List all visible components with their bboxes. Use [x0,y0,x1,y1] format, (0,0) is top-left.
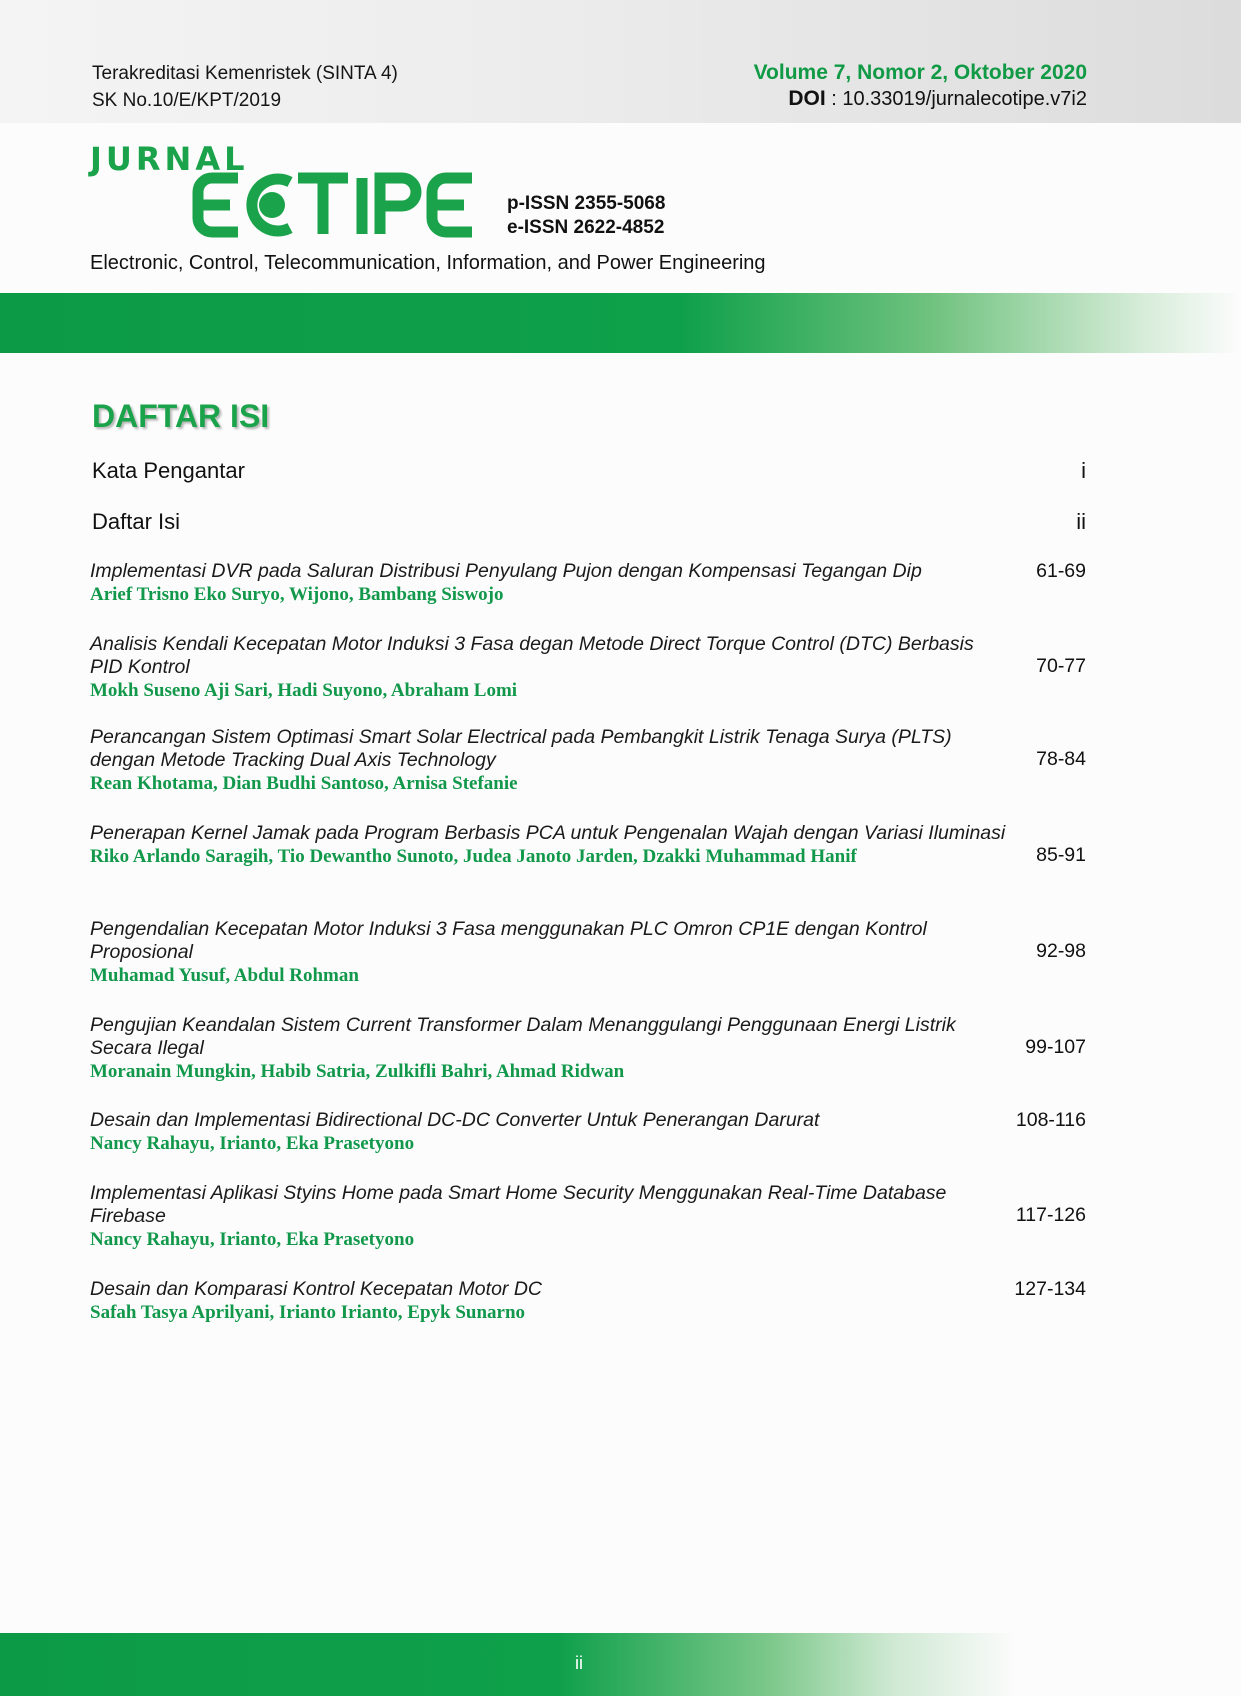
article-authors: Riko Arlando Saragih, Tio Dewantho Sunoto, Judea Janoto Jarden, Dzakki Muhammad Hanif [90,846,857,867]
toc-article[interactable] [90,560,1086,607]
article-authors: Arief Trisno Eko Suryo, Wijono, Bambang Siswojo [90,584,504,605]
article-title: Pengujian Keandalan Sistem Current Transformer Dalam Menanggulangi Penggunaan Energi Listrik Secara Ilegal [90,1014,956,1059]
article-authors: Nancy Rahayu, Irianto, Eka Prasetyono [90,1133,415,1154]
e-issn: e-ISSN 2622-4852 [507,217,665,238]
article-title: Perancangan Sistem Optimasi Smart Solar Electrical pada Pembangkit Listrik Tenaga Surya (PLTS) dengan Metode Tracking Dual Axis Technology [90,726,952,771]
p-issn: p-ISSN 2355-5068 [507,193,666,214]
toc-article[interactable] [90,633,1086,703]
article-title: Desain dan Implementasi Bidirectional DC-DC Converter Untuk Penerangan Darurat [90,1109,820,1131]
article-pages: 92-98 [1036,940,1086,962]
doi-value[interactable]: : 10.33019/jurnalecotipe.v7i2 [825,88,1087,110]
article-title: Analisis Kendali Kecepatan Motor Induksi 3 Fasa degan Metode Direct Torque Control (DTC) Berbasis PID Kontrol [90,633,974,678]
doi-label: DOI [788,87,826,110]
toc-row-page: ii [1076,509,1086,534]
toc-article[interactable] [90,1014,1086,1084]
toc-article[interactable] [90,918,1086,988]
article-authors: Mokh Suseno Aji Sari, Hadi Suyono, Abraham Lomi [90,680,518,701]
article-title: Desain dan Komparasi Kontrol Kecepatan Motor DC [90,1278,542,1300]
toc-article[interactable] [90,1182,1086,1252]
decree-text: SK No.10/E/KPT/2019 [92,90,282,111]
article-title: Implementasi DVR pada Saluran Distribusi Penyulang Pujon dengan Kompensasi Tegangan Dip [90,560,922,582]
article-authors: Safah Tasya Aprilyani, Irianto Irianto, Epyk Sunarno [90,1302,526,1323]
toc-row-page: i [1081,458,1086,483]
article-authors: Rean Khotama, Dian Budhi Santoso, Arnisa Stefanie [90,773,518,794]
article-title: Pengendalian Kecepatan Motor Induksi 3 Fasa menggunakan PLC Omron CP1E dengan Kontrol Proposional [90,918,927,963]
article-pages: 85-91 [1036,844,1086,866]
toc-article[interactable] [90,726,1086,796]
toc-row-label: Daftar Isi [92,509,181,534]
article-pages: 78-84 [1036,748,1086,770]
toc-row-label: Kata Pengantar [92,458,245,483]
article-authors: Nancy Rahayu, Irianto, Eka Prasetyono [90,1229,415,1250]
toc-article[interactable] [90,1278,1086,1325]
article-pages: 99-107 [1025,1036,1086,1058]
article-authors: Moranain Mungkin, Habib Satria, Zulkifli Bahri, Ahmad Ridwan [90,1061,625,1082]
header-green-bar [0,293,1241,353]
issn-block [507,192,665,240]
toc-article[interactable] [90,1109,1086,1156]
article-authors: Muhamad Yusuf, Abdul Rohman [90,965,359,986]
article-title: Penerapan Kernel Jamak pada Program Berbasis PCA untuk Pengenalan Wajah dengan Variasi Iluminasi [90,822,1006,844]
article-pages: 108-116 [1015,1109,1086,1131]
volume-block [754,60,1087,112]
logo-jurnal-text: JURNAL [90,140,249,178]
footer-green-bar [0,1633,1241,1696]
ecotipe-logo [190,170,480,240]
accreditation-block [92,60,398,114]
toc-article[interactable] [90,822,1086,869]
article-pages: 127-134 [1014,1278,1086,1300]
volume-text: Volume 7, Nomor 2, Oktober 2020 [753,61,1087,84]
footer-page-number: ii [575,1653,583,1673]
article-pages: 70-77 [1036,655,1086,677]
toc-title: DAFTAR ISI [92,398,270,434]
article-title: Implementasi Aplikasi Styins Home pada Smart Home Security Menggunakan Real-Time Database Firebase [90,1182,947,1227]
article-pages: 117-126 [1015,1204,1086,1226]
article-pages: 61-69 [1036,560,1086,582]
accreditation-text: Terakreditasi Kemenristek (SINTA 4) [92,63,398,84]
journal-tagline: Electronic, Control, Telecommunication, Information, and Power Engineering [90,252,766,274]
